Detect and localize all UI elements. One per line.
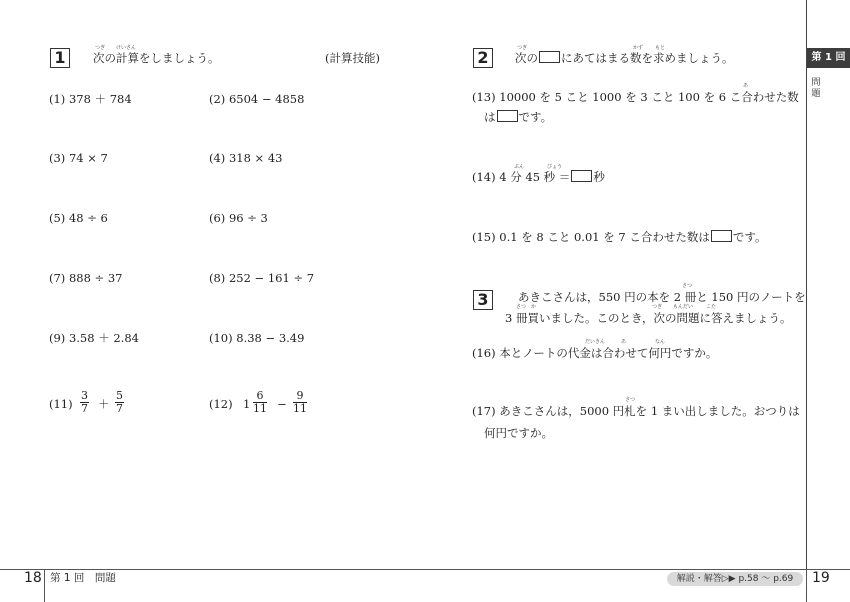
section-1-number: 1	[50, 48, 70, 68]
problem-2: (2) 6504 − 4858	[209, 92, 305, 106]
ruby-moto: もと	[655, 45, 666, 51]
problem-17-line2: 何円ですか。	[484, 426, 553, 440]
footer-rule	[0, 569, 850, 570]
problem-10: (10) 8.38 − 3.49	[209, 331, 305, 345]
problem-12-fraction-a: $\frac{6}{11}$	[253, 389, 267, 415]
footer-divider-right	[806, 569, 807, 602]
problem-12-label: (12)	[209, 397, 233, 411]
answer-box	[539, 51, 560, 63]
left-page-number: 18	[24, 570, 42, 586]
problem-11-fraction-b: $\frac{5}{7}$	[116, 389, 123, 415]
ruby-satsu-2: さつ	[516, 304, 527, 310]
ruby-ka: か	[531, 304, 537, 310]
problem-4: (4) 318 × 43	[209, 151, 283, 165]
answer-reference-badge: 解説・解答▷▶ p.58 〜 p.69	[667, 572, 803, 586]
answer-box-14	[571, 170, 592, 182]
ruby-nan: なん	[655, 339, 666, 345]
ruby-satsu-1: さつ	[682, 283, 693, 289]
problem-12-operator: −	[277, 397, 287, 411]
ruby-tsugi-3: つぎ	[652, 304, 663, 310]
section-2-title: 次の にあてはまる数を求めましょう。	[515, 51, 734, 65]
ruby-byou: びょう	[547, 164, 563, 170]
problem-12-fraction-b: $\frac{9}{11}$	[293, 389, 307, 415]
section-1-tag: (計算技能)	[325, 51, 380, 65]
problem-17-line1: (17) あきこさんは，5000 円札を 1 まい出しました。おつりは	[472, 404, 800, 418]
problem-tab-label: 問題	[811, 78, 821, 99]
problem-6: (6) 96 ÷ 3	[209, 211, 268, 225]
ruby-pun: ぷん	[514, 164, 525, 170]
problem-14: (14) 4 分 45 秒 ＝ 秒	[472, 170, 605, 184]
problem-3: (3) 74 × 7	[49, 151, 108, 165]
problem-11-fraction-a: $\frac{3}{7}$	[81, 389, 88, 415]
problem-11-operator: ＋	[98, 397, 110, 411]
problem-5: (5) 48 ÷ 6	[49, 211, 108, 225]
ruby-kazu: かず	[633, 45, 644, 51]
section-3-number: 3	[473, 290, 493, 310]
section-2-number: 2	[473, 48, 493, 68]
problem-8: (8) 252 − 161 ÷ 7	[209, 271, 315, 285]
section-3-line2: 3 冊買いました。このとき，次の問題に答えましょう。	[505, 311, 792, 325]
right-page-number: 19	[812, 570, 830, 586]
footer-section-label: 第 1 回 問題	[50, 572, 116, 584]
problem-16: (16) 本とノートの代金は合わせて何円ですか。	[472, 346, 718, 360]
ruby-a-16: あ	[621, 339, 627, 345]
section-3-line1: あきこさんは，550 円の本を 2 冊と 150 円のノートを	[518, 290, 806, 304]
problem-1: (1) 378 ＋ 784	[49, 92, 132, 106]
ruby-a-13: あ	[743, 83, 749, 89]
ruby-mondai: もんだい	[673, 304, 694, 310]
ruby-satsu-3: さつ	[625, 397, 636, 403]
ruby-tsugi-2: つぎ	[517, 45, 528, 51]
problem-13-line1: (13) 10000 を 5 こと 1000 を 3 こと 100 を 6 こ合わせた数	[472, 90, 799, 104]
ruby-kota: こた	[706, 304, 717, 310]
problem-7: (7) 888 ÷ 37	[49, 271, 123, 285]
problem-13-line2: は です。	[484, 110, 553, 124]
answer-box-13	[497, 110, 518, 122]
answer-box-15	[711, 230, 732, 242]
ruby-daikin: だいきん	[585, 339, 606, 345]
problem-12-whole: 1	[243, 397, 251, 411]
section-1-title: 次の計算をしましょう。	[93, 51, 220, 65]
ruby-keisan: けいさん	[116, 45, 137, 51]
round-tab: 第 1 回	[807, 48, 850, 68]
problem-15: (15) 0.1 を 8 こと 0.01 を 7 こ合わせた数は です。	[472, 230, 767, 244]
problem-11-label: (11)	[49, 397, 73, 411]
footer-divider-left	[44, 569, 45, 602]
ruby-tsugi: つぎ	[95, 45, 106, 51]
problem-9: (9) 3.58 ＋ 2.84	[49, 331, 139, 345]
